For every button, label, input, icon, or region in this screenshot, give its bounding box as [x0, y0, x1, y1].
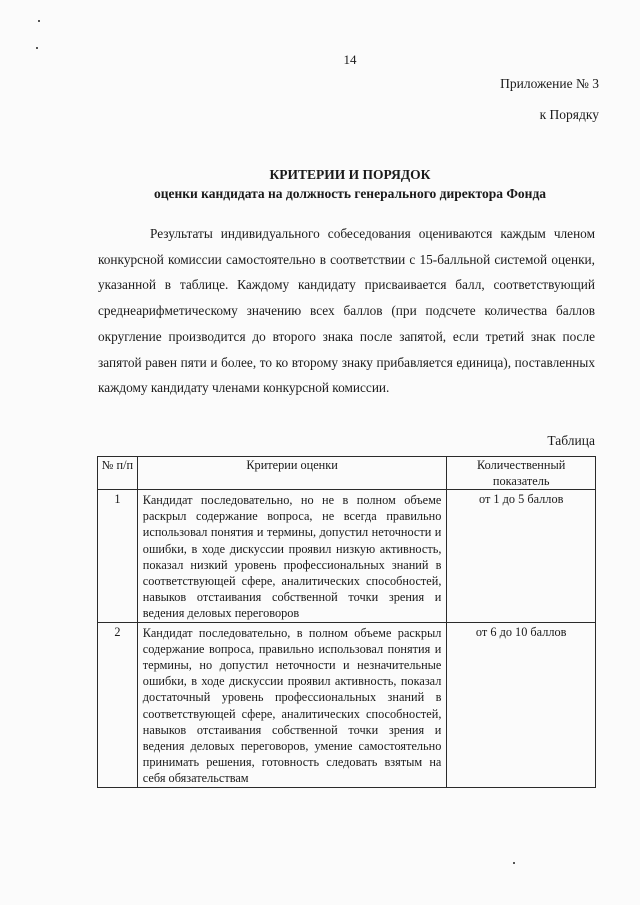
row-criteria: Кандидат последовательно, в полном объеме раскрыл содержание вопроса, правильно использовал понятия и термины, но допустил неточности и незначительные ошибки, в ходе дискуссии проявил активность, показал достаточный уровень профессиональных знаний в соответствующей сфере, аналитических способностей, навыков отстаивания собственной точки зрения и ведения деловых переговоров, умение самостоятельно принимать решения, готовность следовать взятым на себя обязательствам — [137, 622, 447, 787]
header-criteria: Критерии оценки — [137, 457, 447, 490]
scan-speck — [513, 862, 515, 864]
row-number: 1 — [98, 490, 138, 623]
scan-speck — [36, 47, 38, 49]
body-paragraph: Результаты индивидуального собеседования оцениваются каждым членом конкурсной комиссии самостоятельно в соответствии с 15-балльной системой оценки, указанной в таблице. Каждому кандидату присваивается балл, соответствующий среднеарифметическому значению всех баллов (при подсчете количества баллов округление производится до второго знака после запятой, если третий знак после запятой равен пяти и более, то ко второму знаку прибавляется единица), поставленных каждому кандидату членами конкурсной комиссии. — [98, 226, 595, 396]
table-row — [98, 490, 596, 623]
header-value: Количественный показатель — [447, 457, 596, 490]
appendix-reference: к Порядку — [539, 107, 599, 122]
header-number: № п/п — [98, 457, 138, 490]
row-number: 2 — [98, 622, 138, 787]
table-caption: Таблица — [547, 433, 595, 448]
row-value: от 6 до 10 баллов — [447, 622, 596, 787]
row-criteria: Кандидат последовательно, но не в полном объеме раскрыл содержание вопроса, не всегда правильно использовал понятия и термины, допустил неточности и ошибки, в ходе дискуссии проявил низкую активность, показал низкий уровень профессиональных знаний в соответствующей сфере, аналитических способностей, навыков отстаивания собственной точки зрения и ведения деловых переговоров — [137, 490, 447, 623]
table-header-row — [98, 457, 596, 490]
page-number: 14 — [343, 52, 357, 67]
table-row — [98, 622, 596, 787]
document-title: КРИТЕРИИ И ПОРЯДОК — [269, 167, 431, 182]
row-value: от 1 до 5 баллов — [447, 490, 596, 623]
document-subtitle: оценки кандидата на должность генерального директора Фонда — [153, 186, 547, 201]
scan-speck — [38, 20, 40, 22]
criteria-table — [97, 456, 596, 788]
appendix-label: Приложение № 3 — [500, 76, 599, 91]
